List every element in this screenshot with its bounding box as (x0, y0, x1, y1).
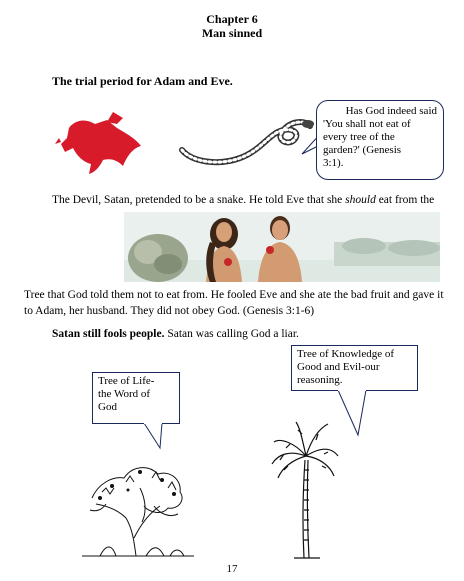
speech-bubble-tail-life (140, 422, 170, 450)
emphasis-should: should (345, 194, 376, 206)
chapter-label: Chapter 6 (206, 12, 258, 26)
bubble-line: reasoning. (297, 374, 343, 386)
section-heading-trial-period: The trial period for Adam and Eve. (52, 74, 233, 88)
bubble-line: Tree of Knowledge of (297, 348, 395, 360)
bubble-line: every tree of the (323, 131, 395, 143)
bubble-line: garden?' (Genesis (323, 144, 402, 156)
paragraph-line: Tree that God told them not to eat from. He fooled Eve and she ate the bad fruit and gave it (24, 289, 444, 301)
chapter-heading (0, 12, 464, 40)
paragraph-line: to Adam, her husband. They did not obey God. (Genesis 3:1-6) (24, 305, 315, 317)
tree-of-knowledge-illustration (270, 420, 340, 562)
paragraph-text: The Devil, Satan, pretended to be a snake. He told Eve that she (52, 194, 346, 206)
page-number: 17 (226, 563, 238, 575)
paragraph-text: Satan was calling God a liar. (164, 328, 299, 340)
paragraph-satan-fools (52, 326, 299, 342)
bubble-line: God (98, 401, 117, 413)
bubble-line: Tree of Life- (98, 375, 155, 387)
snake-illustration (178, 110, 316, 170)
bubble-line: Good and Evil-our (297, 361, 380, 373)
paragraph-fooled-eve (24, 287, 444, 319)
bubble-line: 'You shall not eat of (323, 118, 411, 130)
tree-of-life-illustration (82, 448, 194, 558)
devil-illustration (55, 108, 145, 178)
speech-bubble-snake (316, 100, 444, 180)
speech-bubble-tree-of-knowledge (291, 345, 418, 391)
adam-eve-illustration (124, 212, 440, 282)
speech-bubble-tree-of-life (92, 372, 180, 424)
bubble-line: Has God indeed said (345, 105, 437, 117)
chapter-title: Man sinned (201, 26, 263, 40)
paragraph-devil-snake (52, 192, 434, 208)
bubble-line: 3:1). (323, 157, 344, 169)
bubble-line: the Word of (98, 388, 151, 400)
paragraph-text: eat from the (375, 194, 435, 206)
bold-statement: Satan still fools people. (52, 328, 165, 340)
